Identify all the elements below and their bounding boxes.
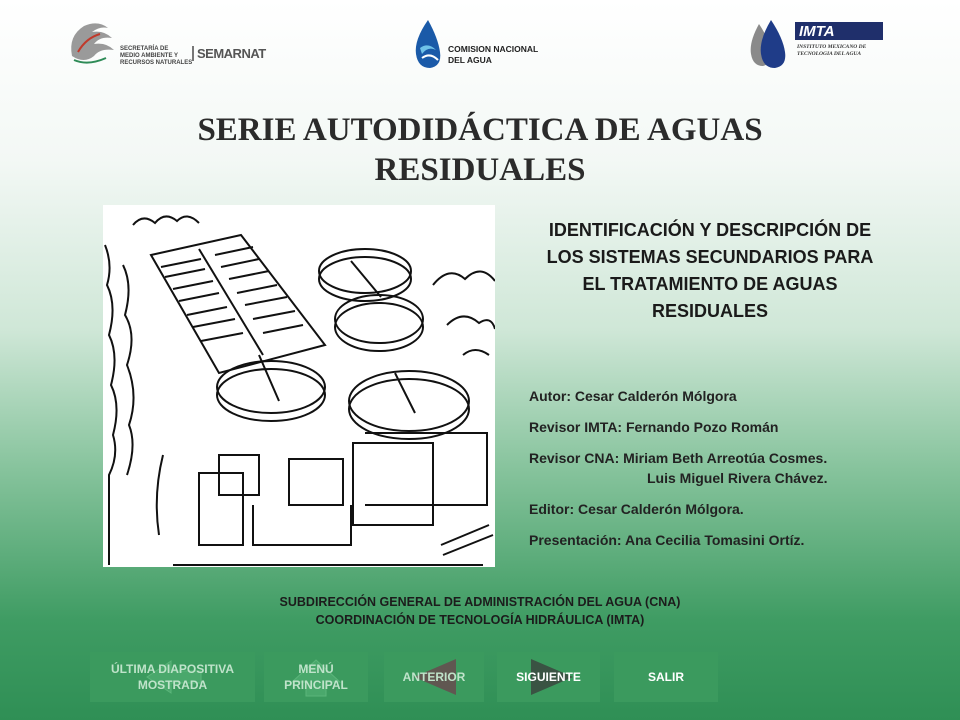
exit-label: SALIR <box>648 670 684 684</box>
page-title: SERIE AUTODIDÁCTICA DE AGUAS RESIDUALES <box>197 112 763 188</box>
credit-author: Autor: Cesar Calderón Mólgora <box>529 388 737 404</box>
presentation-subtitle: IDENTIFICACIÓN Y DESCRIPCIÓN DE LOS SISTEMAS SECUNDARIOS PARA EL TRATAMIENTO DE AGUAS RESIDUALES <box>546 220 874 321</box>
semarnat-line2: MEDIO AMBIENTE Y <box>120 53 179 59</box>
credit-revisor-cna-2: Luis Miguel Rivera Chávez. <box>647 470 828 486</box>
next-button[interactable] <box>497 652 600 702</box>
water-drop-icon <box>410 18 446 72</box>
imta-brand: IMTA <box>799 23 835 40</box>
previous-label: ANTERIOR <box>402 670 466 684</box>
imta-logo <box>745 18 885 70</box>
credit-editor: Editor: Cesar Calderón Mólgora. <box>529 501 744 517</box>
semarnat-line3: RECURSOS NATURALES <box>120 60 193 66</box>
cna-line2: DEL AGUA <box>448 55 492 65</box>
credit-presentation: Presentación: Ana Cecilia Tomasini Ortíz. <box>529 532 805 548</box>
semarnat-line1: SECRETARÍA DE <box>120 46 169 52</box>
last-slide-label: ÚLTIMA DIAPOSITIVA MOSTRADA <box>110 662 235 692</box>
footer-line1: SUBDIRECCIÓN GENERAL DE ADMINISTRACIÓN DEL AGUA (CNA) <box>279 595 681 609</box>
institution-footer <box>130 593 830 629</box>
exit-button[interactable] <box>614 652 718 702</box>
credit-revisor-imta: Revisor IMTA: Fernando Pozo Román <box>529 419 779 435</box>
imta-line2: TECNOLOGIA DEL AGUA <box>797 51 862 57</box>
wastewater-plant-drawing <box>103 205 495 567</box>
credit-revisor-cna <box>529 448 929 488</box>
imta-line1: INSTITUTO MEXICANO DE <box>797 44 867 50</box>
main-menu-label: MENÚ PRINCIPAL <box>284 662 348 692</box>
treatment-plant-illustration <box>103 205 495 567</box>
credits-block <box>529 386 929 561</box>
eagle-emblem-icon <box>64 16 124 70</box>
cna-line1: COMISION NACIONAL <box>448 44 539 54</box>
imta-drops-icon <box>745 18 791 70</box>
footer-line2: COORDINACIÓN DE TECNOLOGÍA HIDRÁULICA (IMTA) <box>315 613 645 627</box>
semarnat-logo <box>64 16 266 70</box>
previous-button[interactable] <box>384 652 484 702</box>
credit-revisor-cna-1: Revisor CNA: Miriam Beth Arreotúa Cosmes. <box>529 450 828 466</box>
cna-logo <box>410 18 550 72</box>
next-label: SIGUIENTE <box>516 670 581 684</box>
main-menu-button[interactable] <box>264 652 368 702</box>
last-slide-button[interactable] <box>90 652 255 702</box>
semarnat-brand: SEMARNAT <box>192 46 266 61</box>
